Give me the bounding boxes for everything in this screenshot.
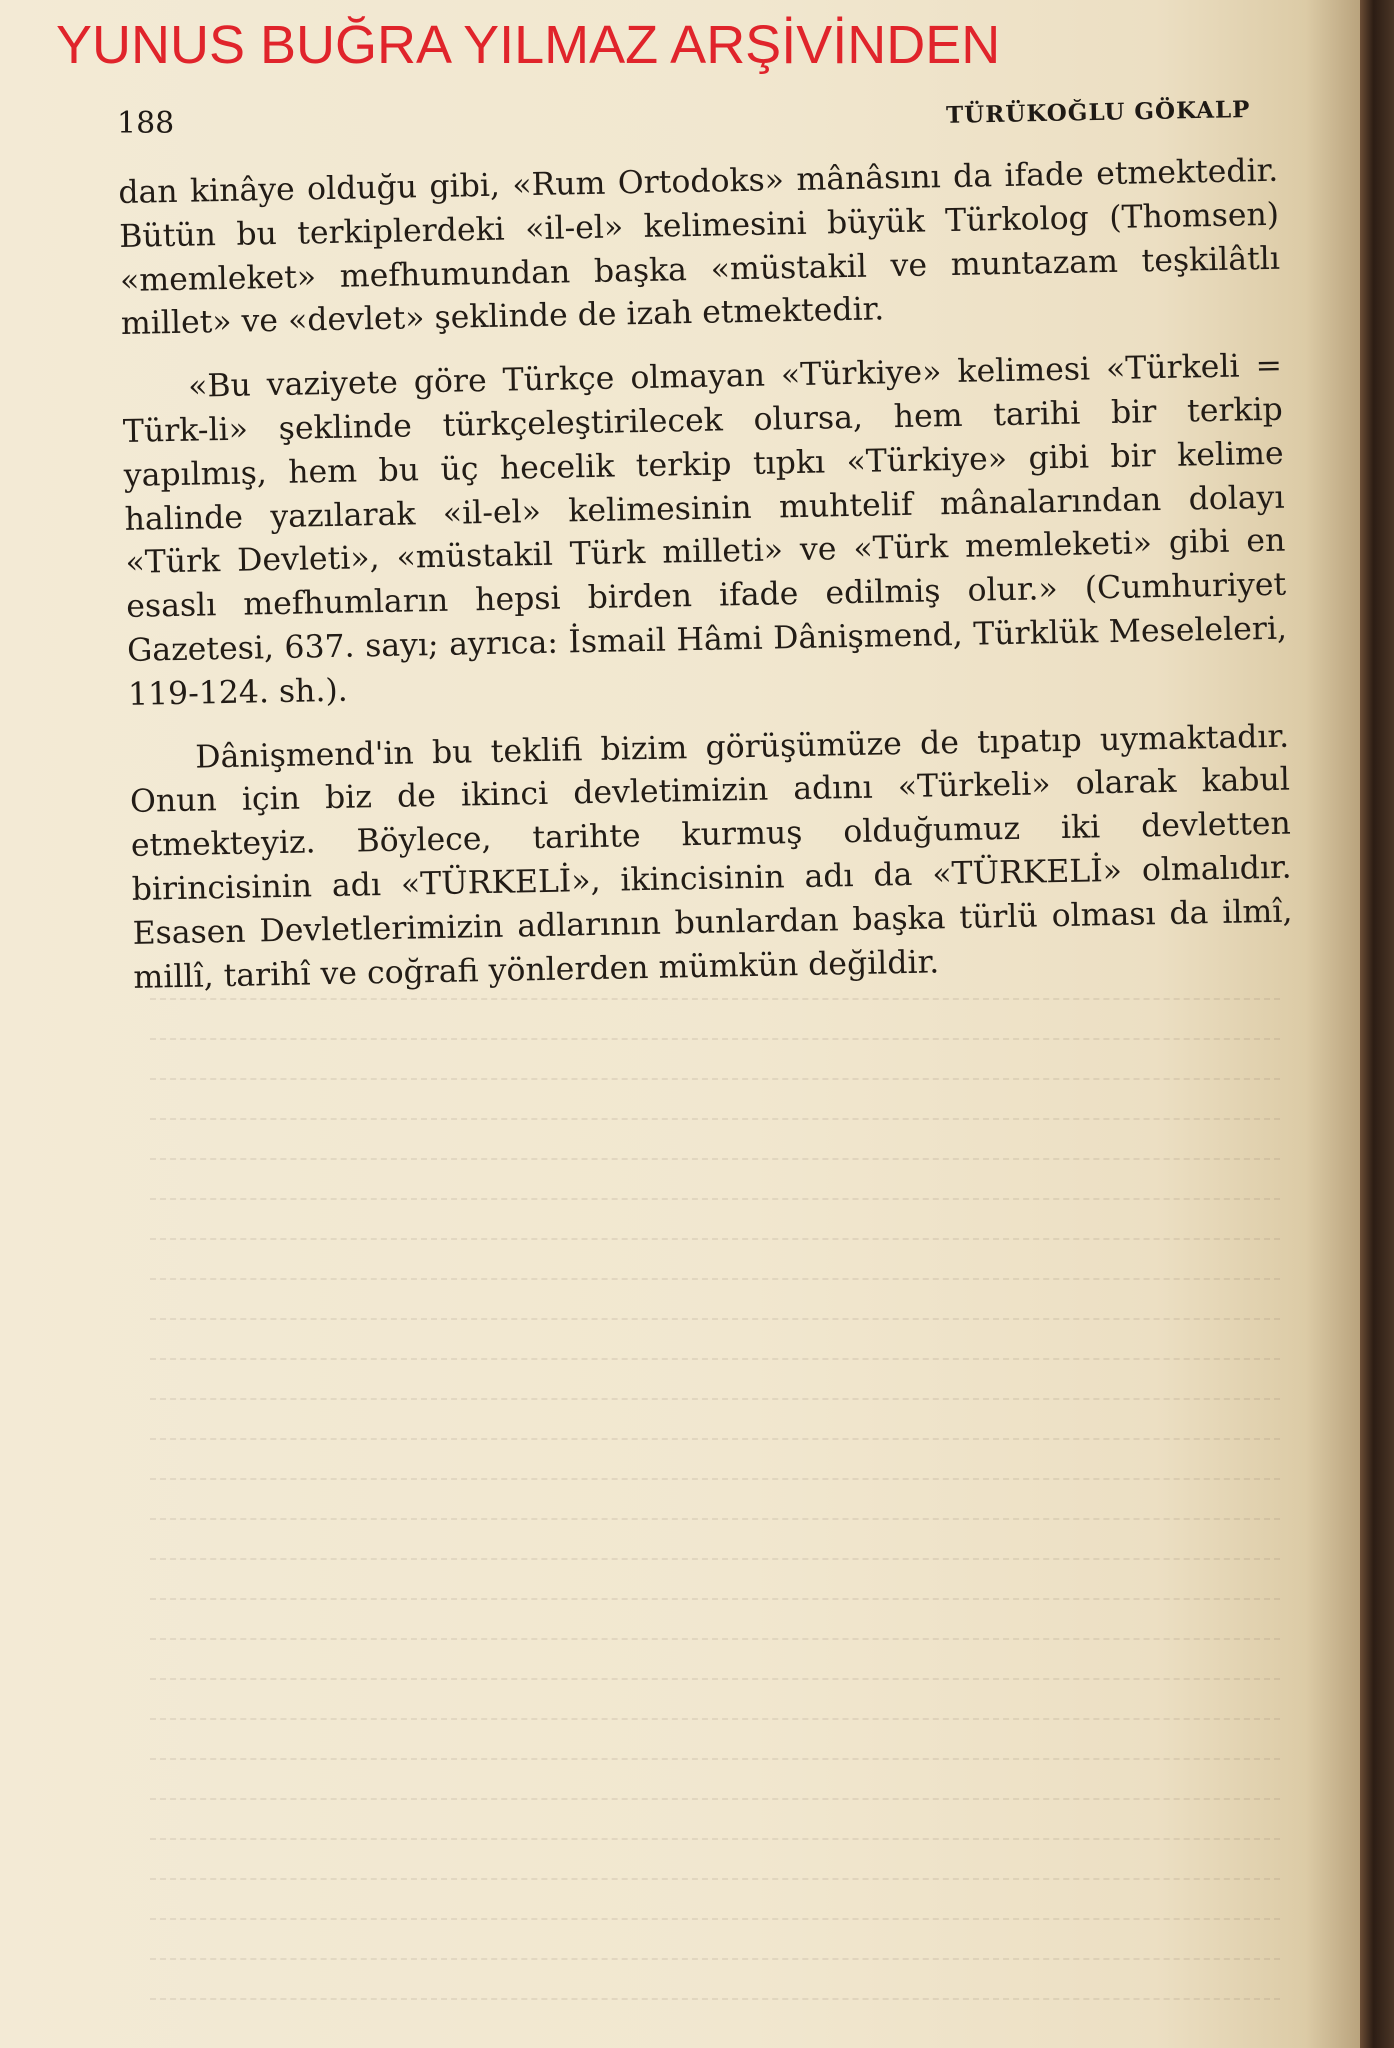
- archive-watermark: YUNUS BUĞRA YILMAZ ARŞİVİNDEN: [56, 15, 1001, 75]
- page-number: 188: [117, 106, 175, 141]
- bleed-through-text: [150, 960, 1280, 2000]
- paragraph-continuation: dan kinâye olduğu gibi, «Rum Ortodoks» mânâsını da ifade etmektedir. Bütün bu terkiplerdeki «il-el» kelimesini büyük Türkolog (Thomsen) «memleket» mefhumundan başka «müstakil ve muntazam teşkilâtlı millet» ve «devlet» şeklinde de izah etmektedir.: [118, 152, 1281, 343]
- paragraph-conclusion: Dânişmend'in bu teklifi bizim görüşümüze de tıpatıp uymaktadır. Onun için biz de ikinci devletimizin adını «Türkeli» olarak kabul etmekteyiz. Böylece, tarihte kurmuş olduğumuz iki devletten birincisinin adı «TÜRKELİ», ikincisinin adı da «TÜRKELİ» olmalıdır. Esasen Devletlerimizin adlarının bunlardan başka türlü olması da ilmî, millî, tarihî ve coğrafi yönlerden mümkün değildir.: [129, 718, 1293, 996]
- paragraph-quotation: «Bu vaziyete göre Türkçe olmayan «Türkiye» kelimesi «Türkeli = Türk-li» şeklinde türkçeleştirilecek olursa, hem tarihi bir terkip yapılmış, hem bu üç hecelik terkip tıpkı «Türkiye» gibi bir kelime halinde yazılarak «il-el» kelimesinin muhtelif mânalarından dolayı «Türk Devleti», «müstakil Türk milleti» ve «Türk memleketi» gibi en esaslı mefhumların hepsi birden ifade edilmiş olur.» (Cumhuriyet Gazetesi, 637. sayı; ayrıca: İsmail Hâmi Dânişmend, Türklük Meseleleri, 119-124. sh.).: [122, 347, 1288, 713]
- book-spine-edge: [1360, 0, 1394, 2048]
- body-text: [118, 150, 1294, 1000]
- running-header: TÜRÜKOĞLU GÖKALP: [945, 96, 1251, 129]
